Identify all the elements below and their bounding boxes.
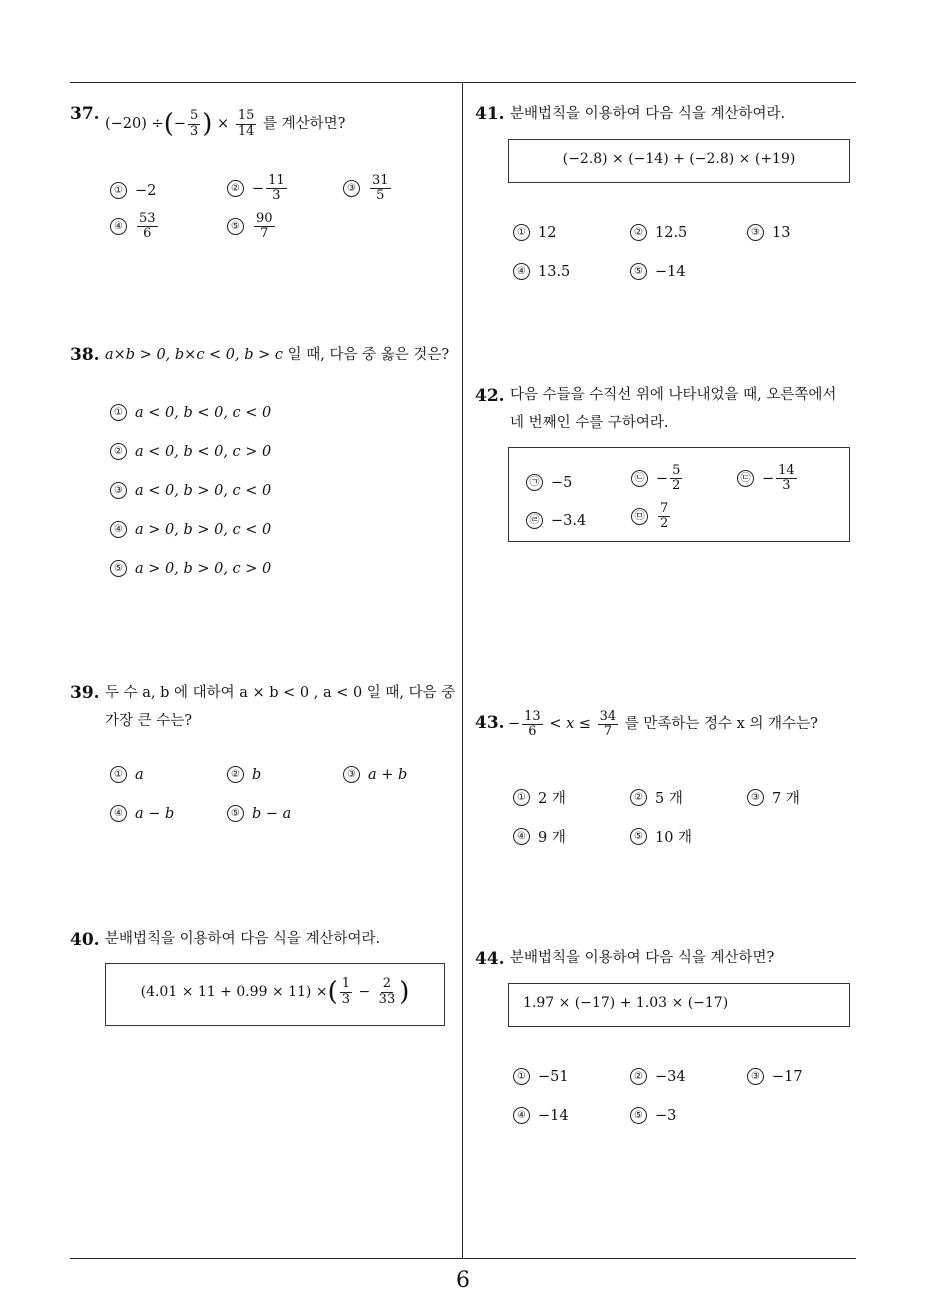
question-stem: (−20) ÷ ( − $\frac{5}{3}$ ) × $\frac{15}{14}$ 를 계산하면? — [105, 108, 346, 139]
expression-box: (−2.8) × (−14) + (−2.8) × (+19) — [508, 139, 850, 183]
fraction: $\frac{5}{3}$ — [190, 108, 199, 139]
choice-4[interactable]: ④ 9 개 — [513, 826, 566, 847]
marker-ga: ㉠ — [526, 474, 543, 491]
item-ra: ㉣ −3.4 — [526, 512, 586, 529]
question-stem — [105, 342, 449, 369]
marker-3: ③ — [747, 1068, 764, 1085]
choice-4[interactable]: ④ −14 — [513, 1107, 569, 1124]
marker-ma: ㉤ — [631, 508, 648, 525]
marker-1: ① — [513, 224, 530, 241]
marker-2: ② — [227, 766, 244, 783]
question-number: 44. — [475, 949, 505, 969]
marker-5: ⑤ — [227, 218, 244, 235]
choice-1[interactable]: ① 2 개 — [513, 787, 566, 808]
choice-2[interactable]: ② −34 — [630, 1068, 686, 1085]
choice-3[interactable]: ③ −17 — [747, 1068, 803, 1085]
choice-5[interactable]: ⑤ a > 0, b > 0, c > 0 — [110, 560, 271, 577]
number-list-box — [508, 447, 850, 542]
choice-4[interactable]: ④ a − b — [110, 805, 174, 822]
marker-4: ④ — [110, 218, 127, 235]
question-stem-line2: 가장 큰 수는? — [105, 713, 193, 729]
choice-3[interactable]: ③ a < 0, b > 0, c < 0 — [110, 482, 271, 499]
choice-1[interactable]: ① −2 — [110, 182, 156, 199]
marker-5: ⑤ — [227, 805, 244, 822]
question-stem: − $\frac{13}{6}$ < x ≤ $\frac{34}{7}$ 를 만족하는 정수 x 의 개수는? — [508, 709, 818, 740]
stem-tail: 를 계산하면? — [262, 115, 346, 132]
choice-2[interactable]: ② a < 0, b < 0, c > 0 — [110, 443, 271, 460]
marker-da: ㉢ — [737, 470, 754, 487]
marker-4: ④ — [513, 263, 530, 280]
marker-4: ④ — [513, 828, 530, 845]
question-stem: 분배법칙을 이용하여 다음 식을 계산하여라. — [510, 106, 786, 122]
question-number: 37. — [70, 104, 100, 124]
question-number: 38. — [70, 345, 100, 365]
marker-3: ③ — [343, 180, 360, 197]
choice-1[interactable]: ① a < 0, b < 0, c < 0 — [110, 404, 271, 421]
marker-1: ① — [110, 182, 127, 199]
marker-5: ⑤ — [630, 1107, 647, 1124]
fraction: $\frac{15}{14}$ — [237, 108, 255, 139]
question-stem-line1: 두 수 a, b 에 대하여 a × b < 0 , a < 0 일 때, 다음 중 — [105, 685, 456, 701]
marker-5: ⑤ — [630, 263, 647, 280]
choice-1[interactable]: ① 12 — [513, 224, 556, 241]
marker-5: ⑤ — [110, 560, 127, 577]
choice-4[interactable]: ④ $\frac{53}{6}$ — [110, 212, 160, 242]
choice-5[interactable]: ⑤ b − a — [227, 805, 291, 822]
expr-part: (−20) ÷ — [105, 115, 164, 132]
top-rule — [70, 82, 856, 83]
question-stem: 분배법칙을 이용하여 다음 식을 계산하면? — [510, 950, 775, 966]
choice-4[interactable]: ④ a > 0, b > 0, c < 0 — [110, 521, 271, 538]
item-ma: ㉤ $\frac{7}{2}$ — [631, 502, 672, 532]
choice-3[interactable]: ③ a + b — [343, 766, 407, 783]
marker-5: ⑤ — [630, 828, 647, 845]
choice-2[interactable]: ② 5 개 — [630, 787, 683, 808]
marker-2: ② — [630, 789, 647, 806]
marker-1: ① — [513, 789, 530, 806]
choice-3[interactable]: ③ $\frac{31}{5}$ — [343, 174, 393, 204]
choice-2[interactable]: ② − $\frac{11}{3}$ — [227, 174, 289, 204]
marker-4: ④ — [513, 1107, 530, 1124]
choice-5[interactable]: ⑤ −14 — [630, 263, 686, 280]
marker-3: ③ — [343, 766, 360, 783]
marker-1: ① — [110, 766, 127, 783]
marker-2: ② — [630, 224, 647, 241]
expression-box: (4.01 × 11 + 0.99 × 11) × ( $\frac{1}{3}$ − $\frac{2}{33}$ ) — [105, 963, 445, 1026]
choice-5[interactable]: ⑤ 10 개 — [630, 826, 692, 847]
marker-2: ② — [110, 443, 127, 460]
marker-3: ③ — [110, 482, 127, 499]
column-divider — [462, 82, 463, 1258]
question-stem-line1: 다음 수들을 수직선 위에 나타내었을 때, 오른쪽에서 — [510, 387, 837, 403]
stem-tail: 일 때, 다음 중 옳은 것은? — [287, 347, 450, 363]
condition: a×b > 0, b×c < 0, b > c — [105, 347, 284, 363]
marker-2: ② — [227, 180, 244, 197]
question-number: 40. — [70, 930, 100, 950]
choice-2[interactable]: ② b — [227, 766, 261, 783]
marker-4: ④ — [110, 805, 127, 822]
question-number: 41. — [475, 104, 505, 124]
choice-5[interactable]: ⑤ −3 — [630, 1107, 676, 1124]
item-na: ㉡ − $\frac{5}{2}$ — [631, 464, 684, 494]
choice-1[interactable]: ① −51 — [513, 1068, 569, 1085]
expression-box: 1.97 × (−17) + 1.03 × (−17) — [508, 983, 850, 1027]
marker-1: ① — [110, 404, 127, 421]
choice-1[interactable]: ① a — [110, 766, 144, 783]
marker-ra: ㉣ — [526, 512, 543, 529]
question-stem: 분배법칙을 이용하여 다음 식을 계산하여라. — [105, 931, 381, 947]
question-number: 39. — [70, 683, 100, 703]
question-number: 42. — [475, 386, 505, 406]
choice-4[interactable]: ④ 13.5 — [513, 263, 570, 280]
item-ga: ㉠ −5 — [526, 474, 572, 491]
item-da: ㉢ − $\frac{14}{3}$ — [737, 464, 799, 494]
marker-na: ㉡ — [631, 470, 648, 487]
question-number: 43. — [475, 713, 505, 733]
marker-1: ① — [513, 1068, 530, 1085]
choice-3[interactable]: ③ 7 개 — [747, 787, 800, 808]
bottom-rule — [70, 1258, 856, 1259]
marker-2: ② — [630, 1068, 647, 1085]
marker-3: ③ — [747, 224, 764, 241]
choice-3[interactable]: ③ 13 — [747, 224, 790, 241]
marker-4: ④ — [110, 521, 127, 538]
page-number: 6 — [456, 1268, 470, 1293]
choice-5[interactable]: ⑤ $\frac{90}{7}$ — [227, 212, 277, 242]
question-stem-line2: 네 번째인 수를 구하여라. — [510, 415, 669, 431]
marker-3: ③ — [747, 789, 764, 806]
choice-2[interactable]: ② 12.5 — [630, 224, 687, 241]
